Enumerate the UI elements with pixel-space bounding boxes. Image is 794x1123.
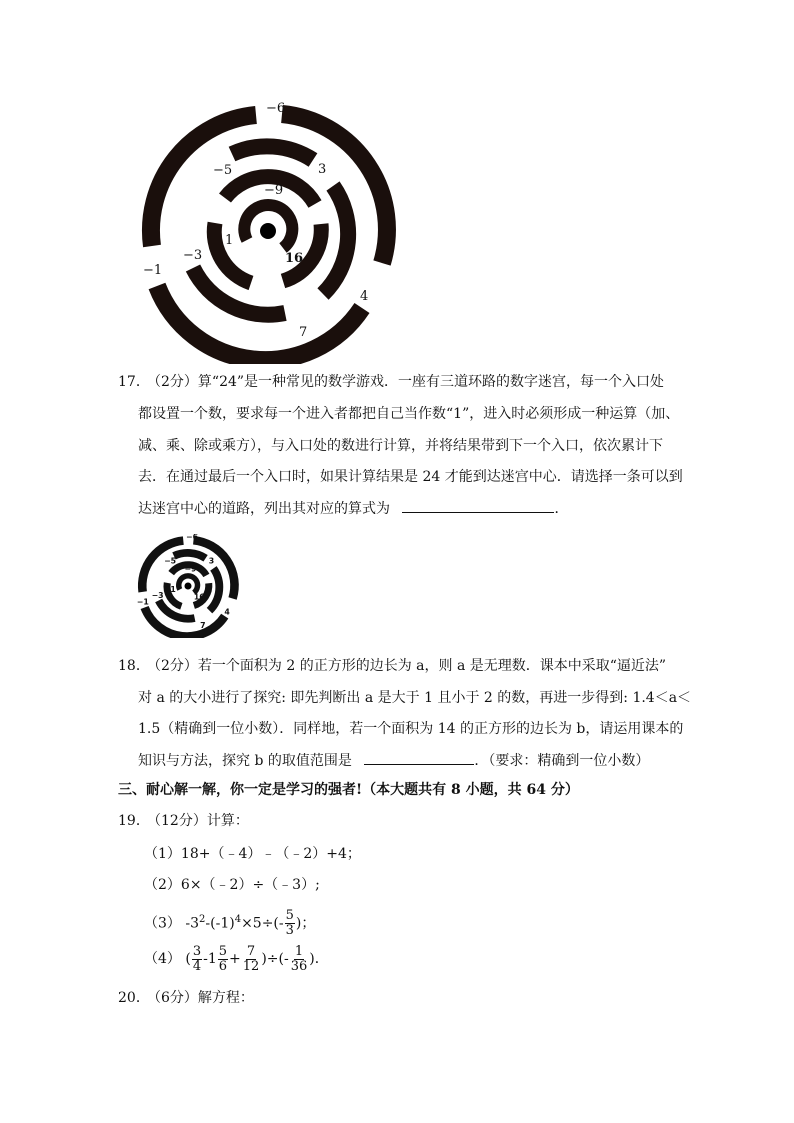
- svg-text:16: 16: [193, 592, 205, 602]
- part-4-label: （4）: [144, 951, 181, 967]
- question-17-line: 减、乘、除或乘方），与入口处的数进行计算，并将结果带到下一个入口，依次累计下: [138, 438, 663, 454]
- fraction: $\frac{7}{12}$: [242, 943, 260, 974]
- svg-text:1: 1: [170, 584, 176, 594]
- svg-text:4: 4: [224, 607, 230, 617]
- part-3-label: （3）: [144, 915, 181, 932]
- part-4-term: )．: [309, 951, 329, 967]
- fraction: $\frac{1}{36}$: [290, 943, 308, 974]
- maze-label: −6: [266, 101, 286, 116]
- part-3-term: )；: [295, 915, 316, 932]
- question-17-number: 17．: [118, 374, 150, 390]
- fraction: $\frac{3}{4}$: [192, 943, 202, 974]
- part-3-term: -(-1): [205, 915, 235, 932]
- maze-ring-outer-b: [157, 286, 362, 360]
- svg-text:−3: −3: [151, 591, 164, 601]
- maze-label: −1: [143, 263, 163, 278]
- question-18-number: 18．: [118, 658, 150, 674]
- question-17-line: （2分）算“24”是一种常见的数学游戏．一座有三道环路的数字迷宫，每一个入口处: [147, 374, 665, 390]
- question-17-line: 都设置一个数，要求每一个进入者都把自己当作数“1”，进入时必须形成一种运算（加、: [138, 406, 680, 422]
- question-19-number: 19．: [118, 813, 150, 829]
- maze-label: −9: [264, 183, 284, 198]
- number-maze-figure: [135, 98, 401, 364]
- svg-text:−5: −5: [164, 556, 177, 566]
- paren: (: [185, 951, 191, 967]
- question-18-line: [138, 750, 649, 771]
- part-3-term: -3: [185, 915, 200, 932]
- fraction: $\frac{5}{6}$: [218, 943, 228, 974]
- maze-label: 16: [285, 251, 304, 266]
- question-19-part-2: （2）6×（﹣2）÷（﹣3）;: [144, 877, 320, 893]
- question-17-line: [138, 498, 568, 519]
- part-4-term: +: [229, 951, 241, 967]
- question-18-line: 1.5（精确到一位小数）．同样地，若一个面积为 14 的正方形的边长为 b，请运用课本的: [138, 721, 684, 737]
- question-19-title: （12分）计算：: [147, 813, 249, 829]
- svg-text:−9: −9: [184, 564, 197, 574]
- question-18-line: （2分）若一个面积为 2 的正方形的边长为 a，则 a 是无理数．课本中采取“逼近法”: [147, 658, 667, 674]
- svg-text:−1: −1: [136, 597, 149, 607]
- maze-label: −5: [213, 163, 233, 178]
- exponent: 2: [199, 914, 206, 925]
- maze-center: [260, 223, 276, 239]
- part-3-term: ×5÷(-: [241, 915, 284, 932]
- maze-label: 4: [360, 289, 369, 304]
- part-4-term: -1: [203, 951, 217, 967]
- exponent: 4: [234, 914, 242, 925]
- question-20-number: 20．: [118, 990, 150, 1006]
- question-18-line: 对 a 的大小进行了探究: 即先判断出 a 是大于 1 且小于 2 的数，再进一步得到: 1.4＜a＜: [138, 690, 692, 706]
- question-17-line: 去．在通过最后一个入口时，如果计算结果是 24 才能到达迷宫中心．请选择一条可以到: [138, 469, 683, 485]
- question-18-requirement: ．（要求：精确到一位小数）: [474, 753, 650, 769]
- svg-text:3: 3: [208, 556, 215, 566]
- question-20-title: （6分）解方程：: [147, 990, 254, 1006]
- question-17-prompt: 达迷宫中心的道路，列出其对应的算式为: [138, 501, 390, 517]
- answer-blank-18[interactable]: [364, 750, 474, 765]
- maze-label: 1: [225, 233, 234, 248]
- question-17-end: ．: [554, 501, 569, 517]
- section-3-heading: 三、耐心解一解，你一定是学习的强者!（本大题共有 8 小题，共 64 分）: [118, 782, 579, 798]
- question-19-part-3: [144, 906, 315, 938]
- svg-text:−6: −6: [186, 534, 199, 542]
- question-19-part-1: （1）18+（﹣4）﹣（﹣2）+4；: [144, 846, 361, 862]
- part-4-term: )÷(-: [261, 951, 289, 967]
- number-maze-thumbnail: [136, 534, 240, 638]
- maze-label: −3: [183, 248, 203, 263]
- maze-label: 7: [299, 325, 308, 340]
- fraction: $\frac{5}{3}$: [285, 908, 294, 939]
- question-19-part-4: [144, 944, 329, 974]
- maze-label: 3: [318, 162, 327, 177]
- maze-ring-middle-a: [232, 146, 313, 160]
- svg-text:7: 7: [200, 620, 206, 630]
- question-18-prompt: 知识与方法，探究 b 的取值范围是: [138, 753, 352, 769]
- answer-blank-17[interactable]: [402, 498, 554, 513]
